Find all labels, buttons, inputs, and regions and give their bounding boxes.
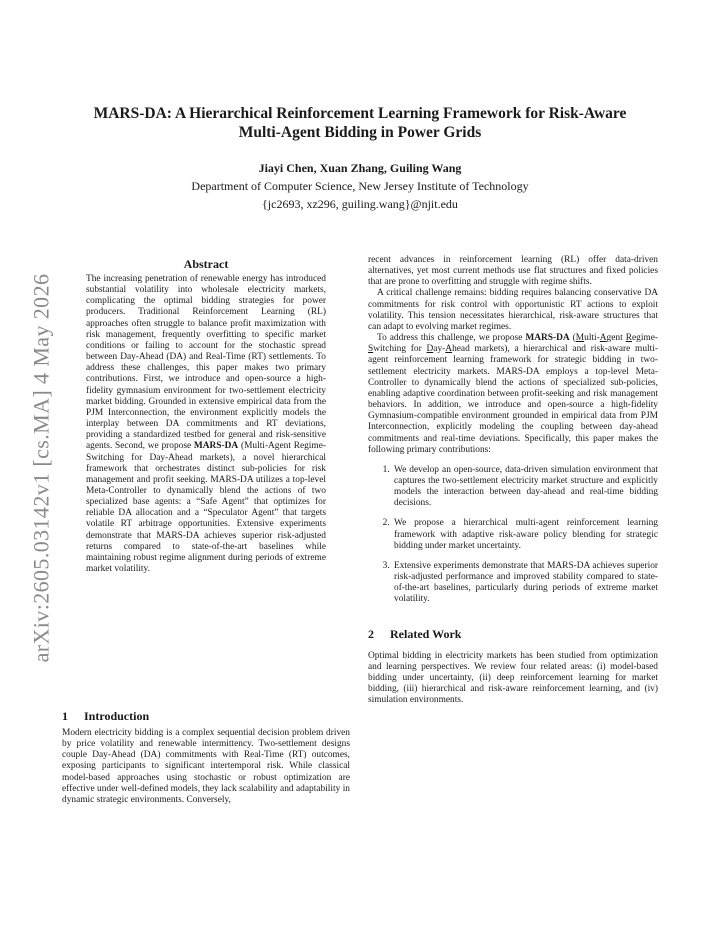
- p3-u4: S: [368, 344, 374, 355]
- p3-t5: ay-: [433, 344, 446, 355]
- p3-u1: M: [575, 333, 585, 344]
- p3-t2: gent: [606, 333, 626, 344]
- related-number: 2: [368, 626, 374, 641]
- p3-t3: egime-: [631, 333, 658, 344]
- intro-paragraph-1: Modern electricity bidding is a complex sequential decision problem driven by price volatility and renewable intermittency. Two-settlement designs couple Day-Ahead (DA) commitments with Real-Time (RT) outcomes, exposing participants to significant intertemporal risk. While classical model-based approaches using stochastic or robust optimization are effective under well-defined models, they lack scalability and adaptability in dynamic strategic environments. Conversely,: [62, 728, 350, 805]
- abstract-heading: Abstract: [183, 257, 229, 271]
- title-line-2: Multi-Agent Bidding in Power Grids: [238, 124, 482, 141]
- arxiv-watermark: [22, 258, 60, 678]
- p3-bold-name: MARS-DA: [525, 333, 570, 344]
- abstract-section: [86, 256, 326, 575]
- intro-paragraph-3: [368, 333, 658, 456]
- intro-paragraph-1-cont: recent advances in reinforcement learning (RL) offer data-driven alternatives, yet most current methods use flat structures and fixed policies that are prone to overfitting and struggle with regime shifts.: [368, 255, 658, 288]
- contribution-item: 2. We propose a hierarchical multi-agent reinforcement learning framework with adaptive risk-aware policy blending for strategic bidding under market uncertainty.: [392, 518, 658, 551]
- title-line-1: MARS-DA: A Hierarchical Reinforcement Learning Framework for Risk-Aware: [93, 105, 627, 122]
- intro-paragraph-2: A critical challenge remains: bidding requires balancing conservative DA commitments for risk control with opportunistic RT actions to exploit volatility. This tension necessitates hierarchical, risk-aware structures that can adapt to evolving market regimes.: [368, 288, 658, 332]
- intro-title: Introduction: [84, 709, 150, 723]
- intro-number: 1: [62, 709, 68, 723]
- left-column: [62, 708, 350, 806]
- p3-u2: A: [599, 333, 607, 344]
- email: {jc2693, xz296, guiling.wang}@njit.edu: [262, 197, 458, 211]
- related-work-section: [368, 626, 658, 707]
- p3-u6: A: [445, 344, 453, 355]
- p3-u5: D: [426, 344, 434, 355]
- contribution-item: 3. Extensive experiments demonstrate that MARS-DA achieves superior risk-adjusted performance and improved stability compared to state-of-the-art baselines, particularly during periods of extreme market volatility.: [392, 561, 658, 606]
- abstract-bold-name: MARS-DA: [193, 441, 239, 452]
- abstract-text-after: (Multi-Agent Regime-Switching for Day-Ahead markets), a novel hierarchical framework that orchestrates distinct sub-policies for risk management and profit seeking. MARS-DA utilizes a top-level Meta-Controller to dynamically blend the actions of two specialized base agents: a “Safe Agent” that optimizes for reliable DA allocation and a “Speculator Agent” that targets volatile RT arbitrage opportunities. Extensive experiments demonstrate that MARS-DA achieves superior risk-adjusted returns compared to state-of-the-art baselines while maintaining robust regime alignment during periods of extreme market volatility.: [86, 441, 326, 575]
- right-column: [368, 255, 658, 706]
- p3-paren: (: [569, 333, 576, 344]
- abstract-text-before: The increasing penetration of renewable energy has introduced substantial volatility into wholesale electricity markets, complicating the optimal bidding strategies for power producers. Traditional Reinforcement Learning (RL) approaches often struggle to balance profit maximization with risk management, frequently overfitting to specific market conditions or failing to account for the stochastic spread between Day-Ahead (DA) and Real-Time (RT) settlements. To address these challenges, this paper makes two primary contributions. First, we introduce and open-source a high-fidelity gymnasium environment for two-settlement electricity market bidding. Grounded in extensive empirical data from the PJM Interconnection, the environment explicitly models the interplay between DA commitments and RT deviations, providing a standardized testbed for general and risk-sensitive agents. Second, we propose: [86, 274, 326, 452]
- abstract-text: [86, 274, 326, 575]
- contribution-item: 1. We develop an open-source, data-driven simulation environment that captures the two-settlement electricity market structure and explicitly models the interaction between day-ahead and real-time bidding decisions.: [392, 465, 658, 510]
- p3-text-a: To address this challenge, we propose: [377, 333, 526, 344]
- related-work-heading: [368, 626, 658, 642]
- p3-u3: R: [625, 333, 632, 344]
- p3-t4: witching for: [373, 344, 427, 355]
- intro-heading: [62, 708, 350, 724]
- related-title: Related Work: [390, 626, 462, 641]
- affiliation: Department of Computer Science, New Jersey Institute of Technology: [191, 179, 529, 193]
- paper-title: [60, 104, 660, 142]
- p3-t1: ulti-: [584, 333, 600, 344]
- authors: Jiayi Chen, Xuan Zhang, Guiling Wang: [258, 161, 462, 175]
- contributions-list: [368, 465, 658, 606]
- arxiv-id: arXiv:2605.03142v1 [cs.MA] 4 May 2026: [28, 273, 54, 663]
- p3-t6: head markets), a hierarchical and risk-aware multi-agent reinforcement learning framework for strategic bidding in two-settlement electricity markets. MARS-DA employs a top-level Meta-Controller to dynamically blend the actions of specialized sub-policies, enabling adaptive coordination between profit-seeking and risk management behaviors. In addition, we introduce and open-source a high-fidelity Gymnasium-compatible environment grounded in empirical data from PJM Interconnection, explicitly modeling the coupling between day-ahead commitments and real-time deviations. Specifically, this paper makes the following primary contributions:: [368, 344, 658, 455]
- related-work-paragraph: Optimal bidding in electricity markets has been studied from optimization and learning perspectives. We review four related areas: (i) model-based bidding under uncertainty, (ii) deep reinforcement learning for market bidding, (iii) hierarchical and risk-aware reinforcement learning, and (iv) simulation environments.: [368, 650, 658, 706]
